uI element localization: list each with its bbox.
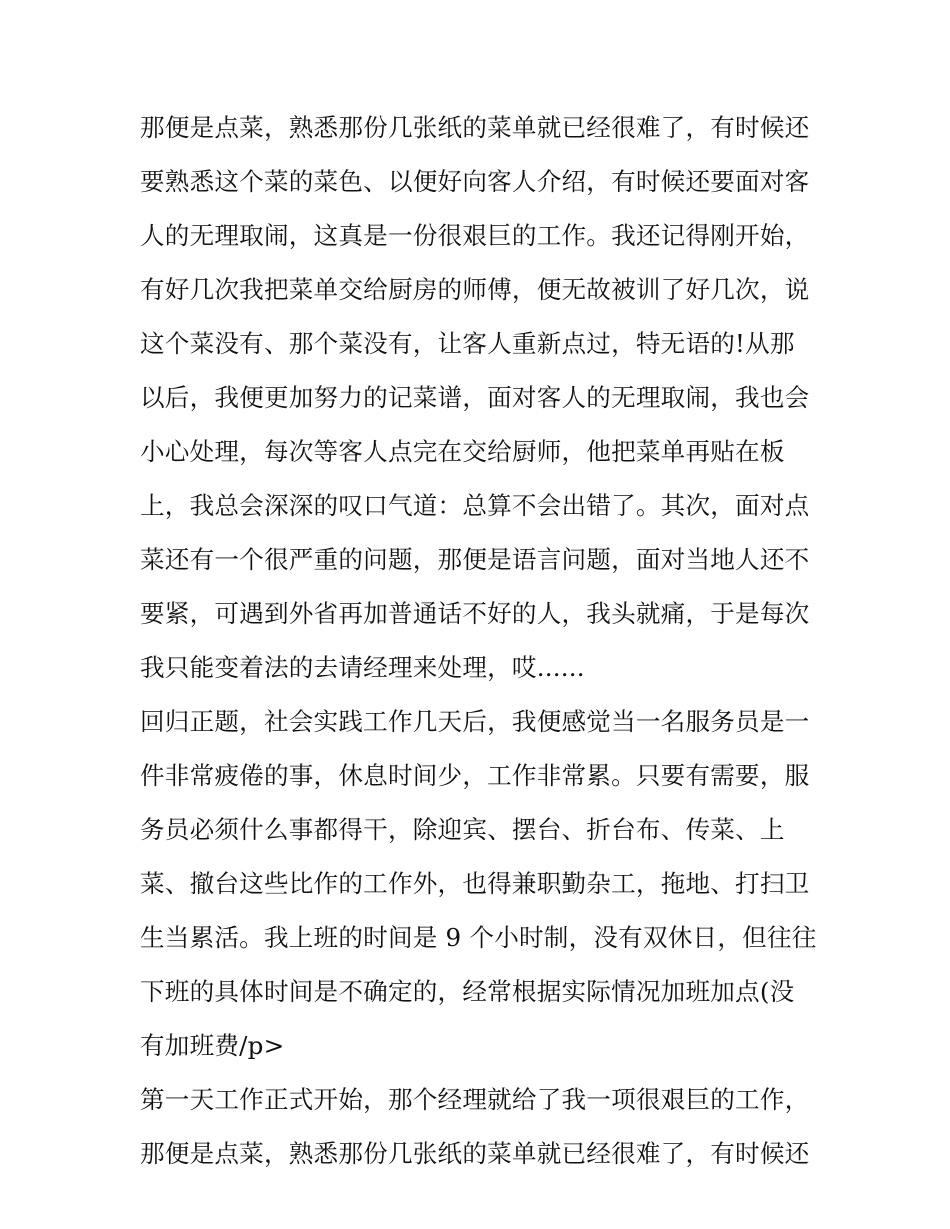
text-line: 菜、撤台这些比作的工作外，也得兼职勤杂工，拖地、打扫卫 <box>140 869 810 898</box>
text-line: 要熟悉这个菜的菜色、以便好向客人介绍，有时候还要面对客 <box>140 167 810 196</box>
text-line: 回归正题，社会实践工作几天后，我便感觉当一名服务员是一 <box>140 707 810 736</box>
text-line: 以后，我便更加努力的记菜谱，面对客人的无理取闹，我也会 <box>140 383 810 412</box>
text-line: 上，我总会深深的叹口气道：总算不会出错了。其次，面对点 <box>140 491 810 520</box>
text-line: 务员必须什么事都得干，除迎宾、摆台、折台布、传菜、上 <box>140 815 785 844</box>
text-line: 菜还有一个很严重的问题，那便是语言问题，面对当地人还不 <box>140 545 810 574</box>
text-line: 我只能变着法的去请经理来处理，哎...... <box>140 653 585 682</box>
text-line: 人的无理取闹，这真是一份很艰巨的工作。我还记得刚开始， <box>140 221 810 250</box>
text-line: 那便是点菜，熟悉那份几张纸的菜单就已经很难了，有时候还 <box>140 113 810 142</box>
text-line: 这个菜没有、那个菜没有，让客人重新点过，特无语的!从那 <box>140 329 795 358</box>
text-line: 有好几次我把菜单交给厨房的师傅，便无故被训了好几次，说 <box>140 275 810 304</box>
text-line: 生当累活。我上班的时间是 9 个小时制，没有双休日，但往往 <box>140 923 817 952</box>
text-line: 下班的具体时间是不确定的，经常根据实际情况加班加点(没 <box>140 977 795 1006</box>
text-line: 第一天工作正式开始，那个经理就给了我一项很艰巨的工作， <box>140 1085 810 1114</box>
text-line: 有加班费/p> <box>140 1031 285 1060</box>
text-line: 那便是点菜，熟悉那份几张纸的菜单就已经很难了，有时候还 <box>140 1139 810 1168</box>
text-line: 小心处理，每次等客人点完在交给厨师，他把菜单再贴在板 <box>140 437 785 466</box>
text-line: 件非常疲倦的事，休息时间少，工作非常累。只要有需要，服 <box>140 761 810 790</box>
text-line: 要紧，可遇到外省再加普通话不好的人，我头就痛，于是每次 <box>140 599 810 628</box>
